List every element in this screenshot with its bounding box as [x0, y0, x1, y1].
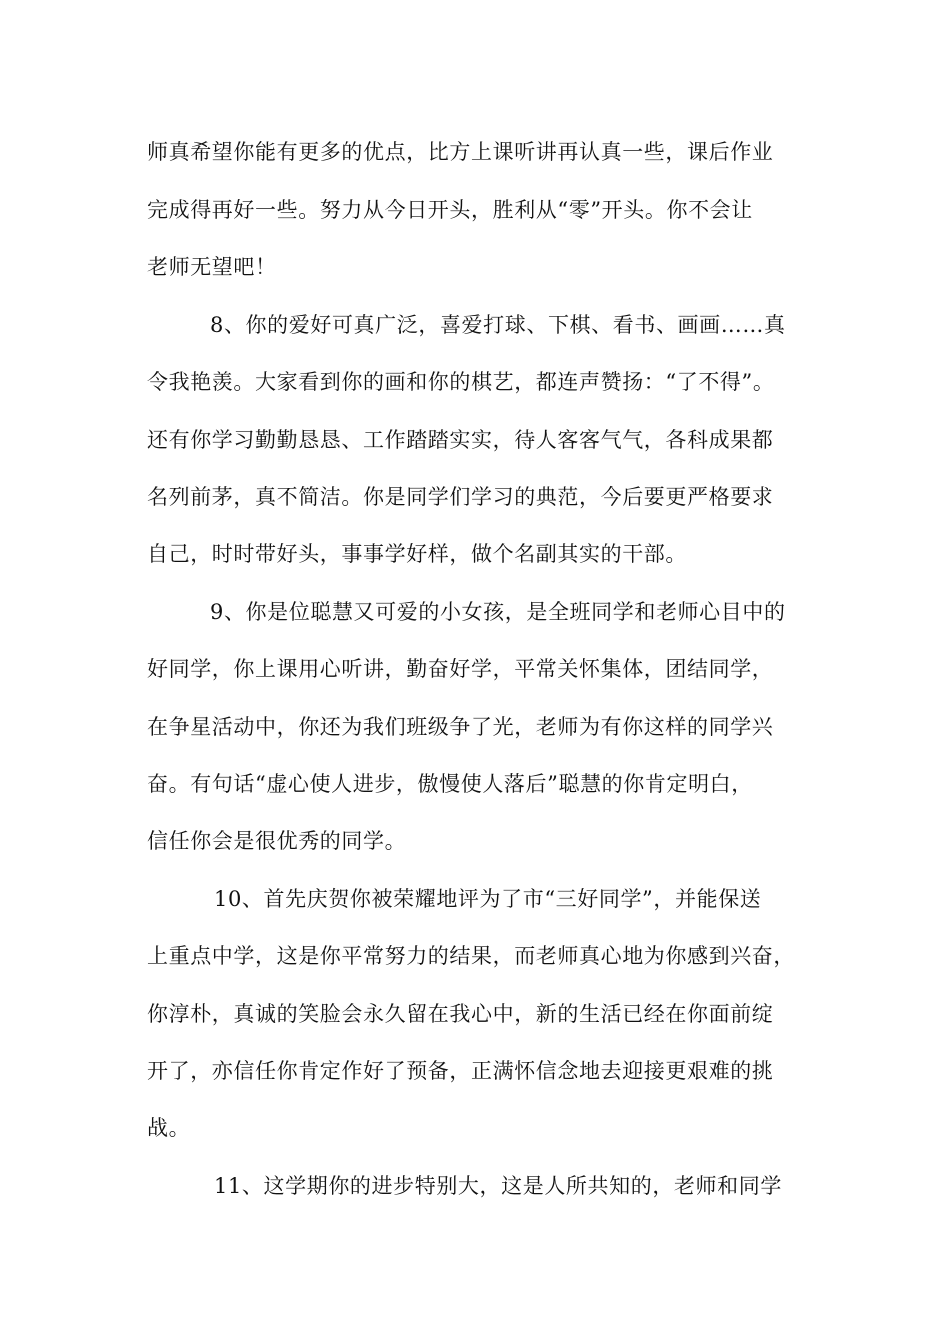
item-11-first-line: 11、这学期你的进步特别大，这是人所共知的，老师和同学	[214, 1174, 782, 1198]
text-line-11: 在争星活动中，你还为我们班级争了光，老师为有你这样的同学兴	[147, 715, 774, 739]
item-9-first-line: 9、你是位聪慧又可爱的小女孩，是全班同学和老师心目中的	[210, 600, 786, 624]
text-line-5: 令我艳羡。大家看到你的画和你的棋艺，都连声赞扬：“了不得”。	[147, 370, 775, 394]
text-line-16: 你淳朴，真诚的笑脸会永久留在我心中，新的生活已经在你面前绽	[147, 1002, 774, 1026]
text-line-12: 奋。有句话“虚心使人进步，傲慢使人落后”聪慧的你肯定明白，	[147, 772, 753, 796]
text-line-13: 信任你会是很优秀的同学。	[147, 829, 407, 853]
text-line-17: 开了，亦信任你肯定作好了预备，正满怀信念地去迎接更艰难的挑	[147, 1059, 774, 1083]
text-line-1: 师真希望你能有更多的优点，比方上课听讲再认真一些，课后作业	[147, 140, 774, 164]
item-10-first-line: 10、首先庆贺你被荣耀地评为了市“三好同学”，并能保送	[214, 887, 762, 911]
text-line-7: 名列前茅，真不简洁。你是同学们学习的典范，今后要更严格要求	[147, 485, 774, 509]
text-line-15: 上重点中学，这是你平常努力的结果，而老师真心地为你感到兴奋，	[147, 944, 795, 968]
text-line-3: 老师无望吧！	[147, 255, 277, 279]
text-line-6: 还有你学习勤勤恳恳、工作踏踏实实，待人客客气气，各科成果都	[147, 428, 774, 452]
text-line-10: 好同学，你上课用心听讲，勤奋好学，平常关怀集体，团结同学，	[147, 657, 774, 681]
text-line-2: 完成得再好一些。努力从今日开头，胜利从“零”开头。你不会让	[147, 198, 753, 222]
item-8-first-line: 8、你的爱好可真广泛，喜爱打球、下棋、看书、画画……真	[210, 313, 786, 337]
text-line-8: 自己，时时带好头，事事学好样，做个名副其实的干部。	[147, 542, 687, 566]
text-line-18: 战。	[147, 1116, 191, 1140]
